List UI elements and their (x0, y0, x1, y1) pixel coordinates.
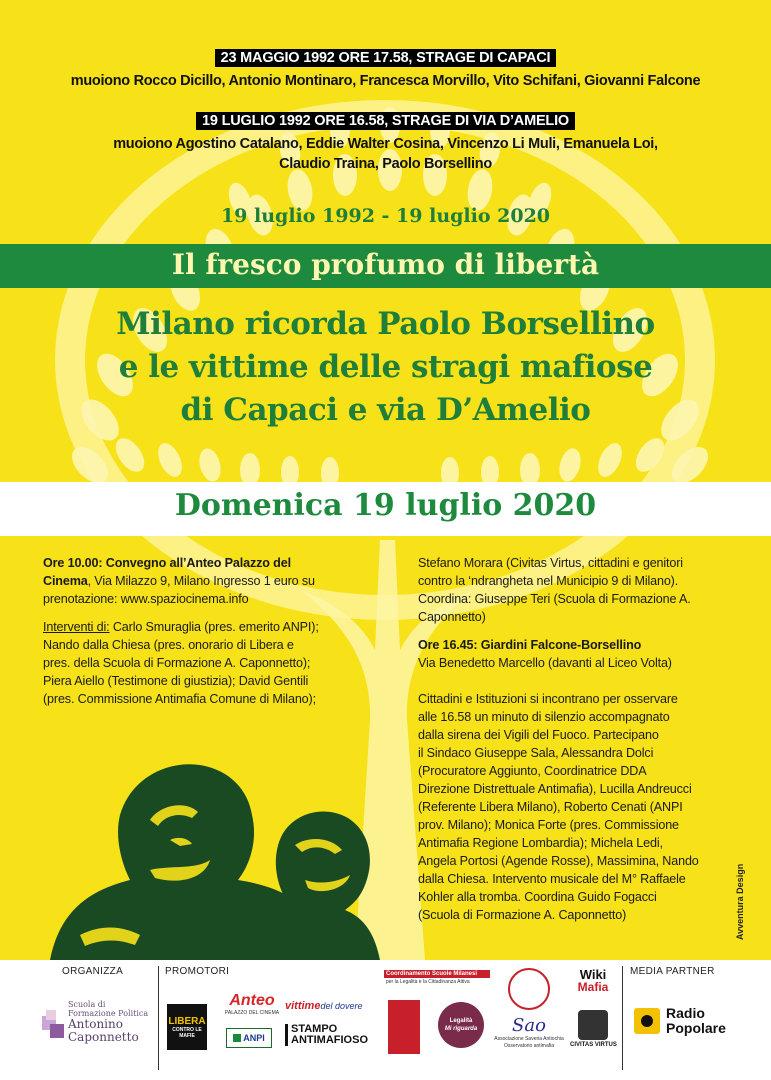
left-column (43, 554, 373, 708)
right-line2: contro la ‘ndrangheta nel Municipio 9 di Milano). (418, 574, 679, 588)
caponnetto-line1: Scuola di (68, 1000, 106, 1009)
wikimafia-logo[interactable] (568, 968, 618, 993)
para-line8: prov. Milano); Monica Forte (pres. Commissione (418, 818, 679, 832)
anpi-name: ANPI (243, 1033, 265, 1043)
sao-line1: Associazione Saveria Antiochia (494, 1036, 564, 1042)
main-title-line1: Milano ricorda Paolo Borsellino (116, 306, 655, 342)
morning-time: Ore 10.00: (43, 556, 103, 570)
anteo-sub: PALAZZO DEL CINEMA (224, 1010, 280, 1016)
caponnetto-mark-icon (40, 1010, 70, 1044)
para-line3: dalla sirena dei Vigili del Fuoco. Partecipano (418, 728, 659, 742)
civitas-map-icon (578, 1010, 608, 1040)
interventi-label: Interventi di: (43, 620, 110, 634)
antimafioso-text: ANTIMAFIOSO (291, 1034, 368, 1046)
radio-popolare-logo[interactable] (634, 1004, 744, 1044)
caponnetto-line4: Caponnetto (68, 1030, 139, 1044)
civitas-virtus-logo[interactable] (570, 1010, 616, 1048)
event1-victims: muoiono Rocco Dicillo, Antonio Montinaro, Francesca Morvillo, Vito Schifani, Giovanni Falcone (70, 73, 701, 89)
libera-sub: CONTRO LE MAFIE (172, 1026, 202, 1039)
right-line4: Caponnetto) (418, 610, 486, 624)
para-line5: (Procuratore Aggiunto, Coordinatrice DDA (418, 764, 647, 778)
mi-riguarda-text: Mi riguarda (444, 1026, 478, 1032)
event2-victims-line1: muoiono Agostino Catalano, Eddie Walter Cosina, Vincenzo Li Muli, Emanuela Loi, (113, 136, 658, 152)
media-partner-label: MEDIA PARTNER (630, 966, 715, 977)
promotori-label: PROMOTORI (165, 966, 230, 977)
right-column (418, 554, 738, 924)
anpi-flag-icon (233, 1034, 241, 1042)
legalita-mi-riguarda-logo[interactable] (438, 1002, 484, 1048)
caponnetto-line2: Formazione Politica (68, 1009, 149, 1018)
vittime-text: vittime (285, 1000, 321, 1012)
libera-name: LIBERA (168, 1015, 206, 1027)
para-line11: dalla Chiesa. Intervento musicale del M° Raffaele (418, 872, 686, 886)
legalita-text: Legalità (449, 1018, 473, 1024)
falcone-borsellino-portrait (20, 720, 380, 960)
event1-title-wrap (0, 49, 771, 67)
para-line1: Cittadini e Istituzioni si incontrano per osservare (418, 692, 678, 706)
sao-seal-icon (508, 968, 550, 1010)
organizza-label: ORGANIZZA (62, 966, 124, 977)
anteo-logo[interactable] (222, 992, 282, 1016)
radio-text: Radio (666, 1005, 705, 1021)
coordinamento-line1: Coordinamento Scuole Milanesi (384, 970, 490, 978)
convegno-title-2: Cinema (43, 574, 88, 588)
coordinamento-scuole-logo[interactable] (384, 970, 490, 1070)
stampo-antimafioso-logo[interactable] (285, 1024, 369, 1046)
civitas-text: CIVITAS VIRTUS (570, 1042, 617, 1048)
right-line1: Stefano Morara (Civitas Virtus, cittadini e genitori (418, 556, 683, 570)
radio-popolare-mark-icon (634, 1008, 660, 1034)
vittime-del-dovere-logo[interactable] (285, 996, 373, 1014)
main-title (0, 303, 771, 432)
sao-name: Sao (512, 1015, 546, 1036)
main-title-line3: di Capaci e via D’Amelio (180, 392, 591, 428)
interventi-line3: pres. della Scuola di Formazione A. Caponnetto); (43, 656, 311, 670)
event2-victims-line2: Claudio Traina, Paolo Borsellino (279, 156, 492, 172)
interventi-line2: Nando dalla Chiesa (pres. onorario di Libera e (43, 638, 294, 652)
para-line7: (Referente Libera Milano), Roberto Cenati (ANPI (418, 800, 683, 814)
convegno-booking: prenotazione: www.spaziocinema.info (43, 592, 249, 606)
afternoon-place: Via Benedetto Marcello (davanti al Liceo Volta) (418, 656, 672, 670)
convegno-address: , Via Milazzo 9, Milano Ingresso 1 euro su (87, 574, 315, 588)
sao-logo[interactable] (492, 968, 566, 1072)
mafia-text: Mafia (577, 980, 609, 994)
anteo-name: Anteo (229, 992, 275, 1009)
event-day: Domenica 19 luglio 2020 (174, 488, 597, 523)
libera-logo[interactable] (167, 1004, 207, 1050)
footer (0, 960, 771, 1080)
caponnetto-logo[interactable] (40, 998, 150, 1058)
design-credit: Avventura Design (735, 863, 745, 940)
caponnetto-line3: Antonino (68, 1017, 123, 1031)
del-dovere-text: del dovere (320, 1001, 363, 1011)
main-title-line2: e le vittime delle stragi mafiose (118, 349, 653, 385)
event2-title: 19 LUGLIO 1992 ORE 16.58, STRAGE DI VIA D’AMELIO (196, 112, 575, 130)
stampo-text: STAMPO (291, 1023, 338, 1035)
para-line10: Angela Portosi (Agende Rosse), Massimina, Nando (418, 854, 699, 868)
convegno-title: Convegno all’Anteo Palazzo del (105, 556, 291, 570)
para-line6: Direzione Distrettuale Antimafia), Lucilla Andreucci (418, 782, 692, 796)
wiki-text: Wiki (579, 967, 607, 982)
popolare-text: Popolare (666, 1020, 726, 1036)
event1-title: 23 MAGGIO 1992 ORE 17.58, STRAGE DI CAPACI (215, 49, 557, 67)
band-title: Il fresco profumo di libertà (171, 248, 600, 281)
event2-title-wrap (0, 112, 771, 130)
coordinamento-line2: per la Legalità e la Cittadinanza Attiva (386, 979, 470, 985)
footer-divider (158, 966, 159, 1070)
para-line13: (Scuola di Formazione A. Caponnetto) (418, 908, 627, 922)
para-line9: Antimafia Regione Lombardia); Michela Ledi, (418, 836, 663, 850)
interventi-line4: Piera Aiello (Testimone di giustizia); David Gentili (43, 674, 309, 688)
para-line2: alle 16.58 un minuto di silenzio accompagnato (418, 710, 670, 724)
interventi-line5: (pres. Commissione Antimafia Comune di Milano); (43, 692, 316, 706)
para-line4: il Sindaco Giuseppe Sala, Alessandra Dolci (418, 746, 654, 760)
afternoon-title: Ore 16.45: Giardini Falcone-Borsellino (418, 638, 642, 652)
sao-line2: Osservatorio antimafia (503, 1043, 555, 1049)
coordinamento-book-icon (388, 1000, 420, 1054)
para-line12: Kohler alla tromba. Coordina Guido Fogacci (418, 890, 657, 904)
interventi-line1: Carlo Smuraglia (pres. emerito ANPI); (109, 620, 319, 634)
footer-divider (622, 966, 623, 1070)
anpi-logo[interactable] (226, 1028, 272, 1048)
right-line3: Coordina: Giuseppe Teri (Scuola di Formazione A. (418, 592, 691, 606)
dates-range: 19 luglio 1992 - 19 luglio 2020 (220, 205, 551, 227)
